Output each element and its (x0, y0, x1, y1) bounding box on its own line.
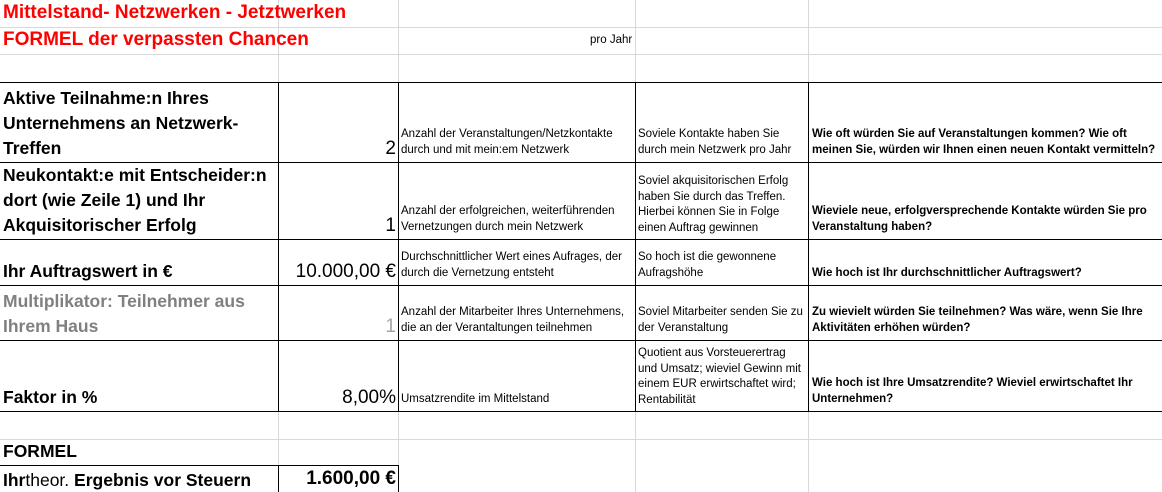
cell-border (398, 465, 399, 492)
row-3-label[interactable]: Ihr Auftragswert in € (3, 261, 173, 281)
row-5-question[interactable]: Wie hoch ist Ihre Umsatzrendite? Wieviel erwirtschaftet Ihr Unternehmen? (812, 377, 1133, 405)
row-5-value[interactable]: 8,00% (342, 387, 396, 408)
row-3-explanation[interactable]: So hoch ist die gewonnene Aufragshöhe (638, 251, 777, 279)
result-label[interactable] (0, 466, 278, 492)
row-1-label[interactable]: Aktive Teilnahme:n Ihres Unternehmens an Netzwerk-Treffen (3, 88, 239, 158)
row-2-explanation[interactable]: Soviel akquisitorischen Erfolg haben Sie durch das Treffen. Hierbei können Sie in Folge einen Auftrag gewinnen (638, 175, 789, 234)
row-5-explanation[interactable]: Quotient aus Vorsteuerertrag und Umsatz; wieviel Gewinn mit einem EUR erwirtschaftet wird; Rentabilität (638, 347, 801, 406)
title-line-2[interactable]: FORMEL der verpassten Chancen (3, 29, 309, 50)
row-1-description[interactable]: Anzahl der Veranstaltungen/Netzkontakte durch und mit mein:em Netzwerk (401, 128, 613, 156)
row-1-value[interactable]: 2 (385, 138, 396, 159)
row-2-value[interactable]: 1 (385, 215, 396, 236)
result-label-part-1: Ihr (3, 470, 26, 490)
cell-border (0, 411, 1162, 412)
row-2-description[interactable]: Anzahl der erfolgreichen, weiterführenden Vernetzungen durch mein Netzwerk (401, 205, 615, 233)
row-2-question[interactable]: Wieviele neue, erfolgversprechende Kontakte würden Sie pro Veranstaltung haben? (812, 205, 1147, 233)
row-5-label[interactable]: Faktor in % (3, 387, 98, 407)
result-value[interactable]: 1.600,00 € (306, 468, 396, 489)
pro-jahr-label[interactable]: pro Jahr (590, 34, 633, 46)
title-line-1[interactable]: Mittelstand- Netzwerken - Jetztwerken (3, 2, 347, 23)
row-4-label[interactable]: Multiplikator: Teilnehmer aus Ihrem Haus (3, 291, 245, 336)
row-1-explanation[interactable]: Soviele Kontakte haben Sie durch mein Netzwerk pro Jahr (638, 128, 792, 156)
row-5-description[interactable]: Umsatzrendite im Mittelstand (401, 392, 550, 405)
row-3-description[interactable]: Durchschnittlicher Wert eines Aufrages, der durch die Vernetzung entsteht (401, 251, 622, 279)
row-3-value[interactable]: 10.000,00 € (295, 261, 396, 282)
row-2-label[interactable]: Neukontakt:e mit Entscheider:n dort (wie Zeile 1) und Ihr Akquisitorischer Erfolg (3, 165, 267, 235)
formel-label[interactable]: FORMEL (3, 441, 77, 461)
row-1-question[interactable]: Wie oft würden Sie auf Veranstaltungen kommen? Wie oft meinen Sie, würden wir Ihnen einen neuen Kontakt vermitteln? (812, 128, 1156, 156)
result-label-part-3: Ergebnis vor Steuern (69, 470, 252, 490)
row-4-question[interactable]: Zu wievielt würden Sie teilnehmen? Was wäre, wenn Sie Ihre Aktivitäten erhöhen würden? (812, 306, 1143, 334)
row-4-description[interactable]: Anzahl der Mitarbeiter Ihres Unternehmens, die an der Verantaltungen teilnehmen (401, 306, 625, 334)
gridline (0, 54, 1162, 55)
row-4-value[interactable]: 1 (385, 316, 396, 337)
row-3-question[interactable]: Wie hoch ist Ihr durchschnittlicher Auftragswert? (812, 267, 1082, 279)
row-4-explanation[interactable]: Soviel Mitarbeiter senden Sie zu der Veranstaltung (638, 306, 803, 334)
result-label-part-2: theor. (25, 470, 70, 490)
